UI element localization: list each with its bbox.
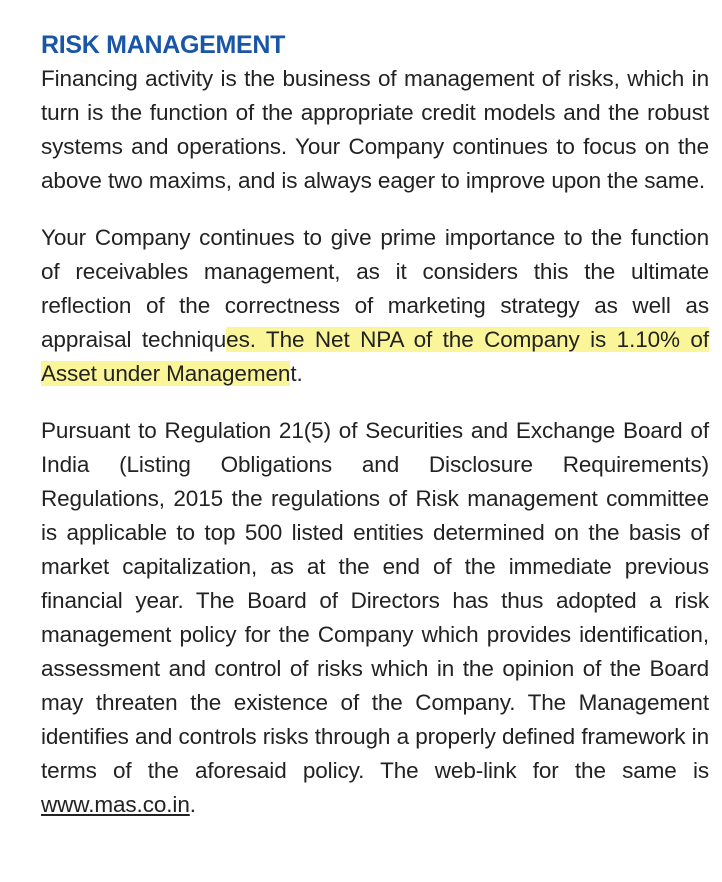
paragraph-regulation-end: . xyxy=(189,792,196,817)
document-page xyxy=(41,28,709,822)
paragraph-regulation xyxy=(41,414,709,822)
paragraph-receivables-end: t. xyxy=(290,361,303,386)
web-link[interactable]: www.mas.co.in xyxy=(41,792,190,817)
paragraph-receivables xyxy=(41,221,709,391)
paragraph-receivables-text: Your Company continues to give prime importance to the function of receivables management, as it considers this the ultimate reflection of the correctness of marketing strategy as well as appraisal techniqu xyxy=(41,225,709,352)
paragraph-regulation-text: Pursuant to Regulation 21(5) of Securities and Exchange Board of India (Listing Obligations and Disclosure Requirements) Regulations, 2015 the regulations of Risk management committee is applicable to top 500 listed entities determined on the basis of market capitalization, as at the end of the immediate previous financial year. The Board of Directors has thus adopted a risk management policy for the Company which provides identification, assessment and control of risks which in the opinion of the Board may threaten the existence of the Company. The Management identifies and controls risks through a properly defined framework in terms of the aforesaid policy. The web-link for the same is xyxy=(41,418,709,783)
paragraph-financing: Financing activity is the business of management of risks, which in turn is the function of the appropriate credit models and the robust systems and operations. Your Company continues to focus on the above two maxims, and is always eager to improve upon the same. xyxy=(41,66,709,193)
highlighted-npa-text: es. The Net NPA of the Company is 1.10% of Asset under Managemen xyxy=(41,327,709,386)
section-heading: RISK MANAGEMENT xyxy=(41,31,286,59)
